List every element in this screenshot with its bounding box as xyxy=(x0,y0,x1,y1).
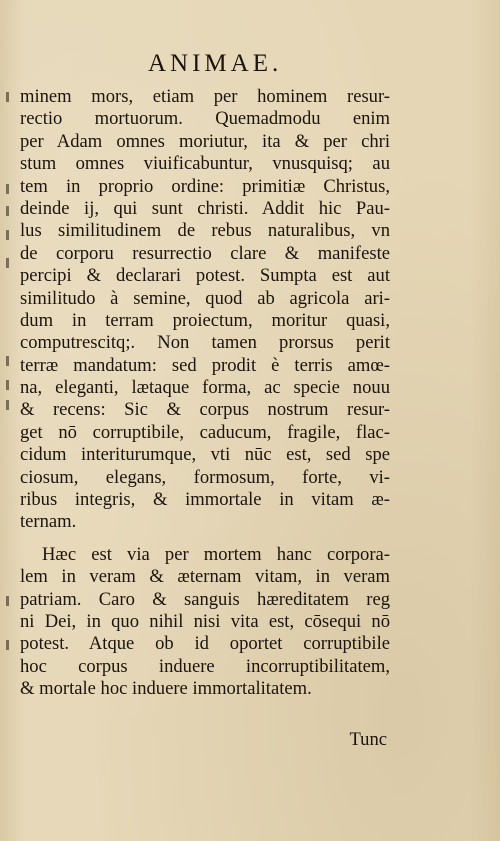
text-line: & mortale hoc induere immortalitatem. xyxy=(20,678,312,700)
text-line: deinde ij, qui sunt christi. Addit hic Pau- xyxy=(20,197,390,219)
text-line: similitudo à semine, quod ab agricola ari- xyxy=(20,287,390,309)
text-line: ni Dei, in quo nihil nisi vita est, cōsequi nō xyxy=(20,610,390,632)
margin-mark xyxy=(6,230,9,240)
text-line: stum omnes viuificabuntur, vnusquisq; au xyxy=(20,153,390,175)
text-line: computrescitq;. Non tamen prorsus perit xyxy=(20,332,390,354)
text-line: terræ mandatum: sed prodit è terris amœ- xyxy=(20,354,390,376)
text-line: rectio mortuorum. Quemadmodu enim xyxy=(20,108,390,130)
text-line: lus similitudinem de rebus naturalibus, vn xyxy=(20,220,390,242)
text-line: ribus integris, & immortale in vitam æ- xyxy=(20,489,390,511)
text-line: per Adam omnes moriutur, ita & per chri xyxy=(20,130,390,152)
margin-mark xyxy=(6,258,9,268)
text-line: dum in terram proiectum, moritur quasi, xyxy=(20,309,390,331)
paragraph xyxy=(20,544,390,701)
text-line: ciosum, elegans, formosum, forte, vi- xyxy=(20,466,390,488)
text-line: get nō corruptibile, caducum, fragile, flac- xyxy=(20,421,390,443)
text-line: cidum interiturumque, vti nūc est, sed spe xyxy=(20,444,390,466)
catchword: Tunc xyxy=(349,729,387,750)
text-line: hoc corpus induere incorruptibilitatem, xyxy=(20,655,390,677)
margin-mark xyxy=(6,184,9,194)
margin-mark xyxy=(6,206,9,216)
margin-mark xyxy=(6,400,9,410)
margin-mark xyxy=(6,640,9,650)
text-line: ternam. xyxy=(20,511,77,533)
text-line: na, eleganti, lætaque forma, ac specie nouu xyxy=(20,377,390,399)
text-line: minem mors, etiam per hominem resur- xyxy=(20,86,390,107)
running-head: ANIMAE. xyxy=(148,50,283,77)
paragraph xyxy=(20,86,390,534)
margin-mark xyxy=(6,596,9,606)
text-line: tem in proprio ordine: primitiæ Christus, xyxy=(20,175,390,197)
text-line: & recens: Sic & corpus nostrum resur- xyxy=(20,399,390,421)
margin-mark xyxy=(6,380,9,390)
margin-mark xyxy=(6,356,9,366)
text-block xyxy=(20,86,390,701)
text-line: percipi & declarari potest. Sumpta est aut xyxy=(20,265,390,287)
text-line: de corporu resurrectio clare & manifeste xyxy=(20,242,390,264)
paragraph-gap xyxy=(20,534,390,544)
text-line: lem in veram & æternam vitam, in veram xyxy=(20,566,390,588)
text-line: Hæc est via per mortem hanc corpora- xyxy=(42,543,390,565)
margin-mark xyxy=(6,92,9,102)
text-line: patriam. Caro & sanguis hæreditatem reg xyxy=(20,588,390,610)
text-line: potest. Atque ob id oportet corruptibile xyxy=(20,633,390,655)
